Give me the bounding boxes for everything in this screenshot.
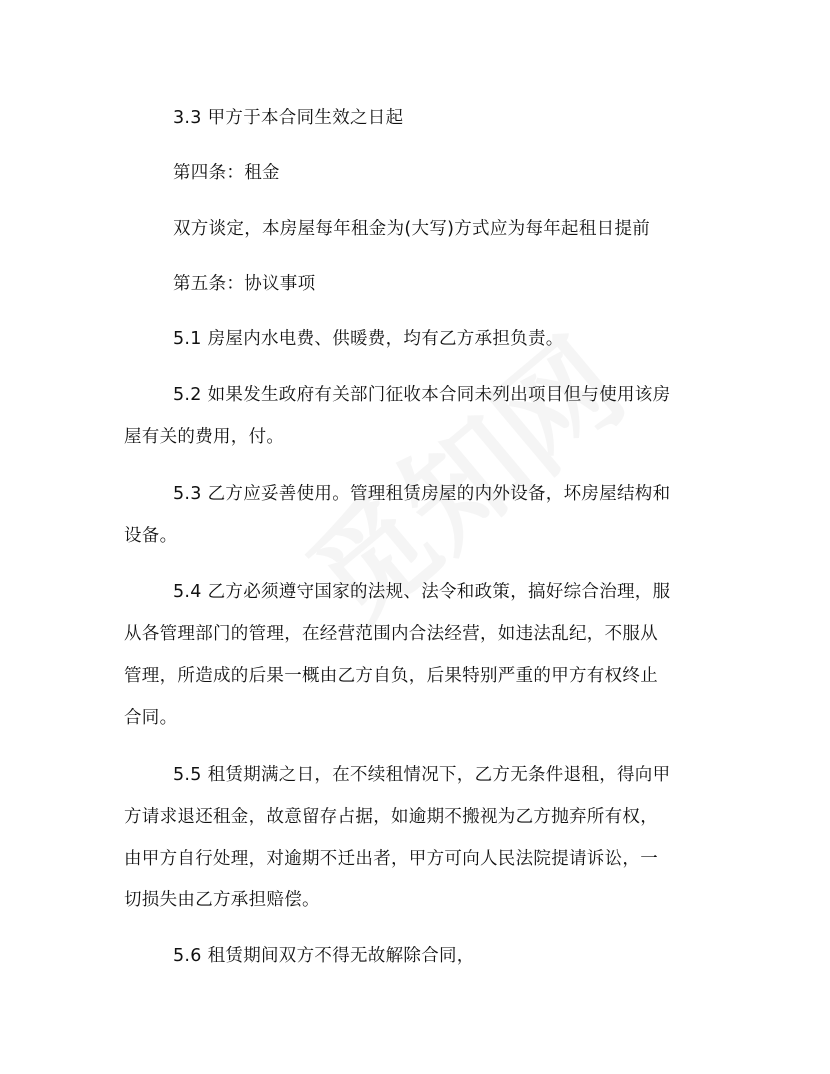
clause-5-6: 5.6 租赁期间双方不得无故解除合同，	[173, 946, 475, 966]
clause-5-2-line-1: 5.2 如果发生政府有关部门征收本合同未列出项目但与使用该房	[173, 385, 671, 405]
clause-5-5-line-2: 方请求退还租金，故意留存占据，如逾期不搬视为乙方抛弃所有权，	[124, 807, 658, 827]
clause-5-5-line-4: 切损失由乙方承担赔偿。	[124, 890, 320, 910]
clause-5-1: 5.1 房屋内水电费、供暖费，均有乙方承担负责。	[173, 329, 564, 349]
rent-paragraph: 双方谈定，本房屋每年租金为(大写)方式应为每年起租日提前	[173, 219, 651, 239]
clause-5-3-line-1: 5.3 乙方应妥善使用。管理租赁房屋的内外设备，坏房屋结构和	[173, 484, 671, 504]
clause-5-4-line-1: 5.4 乙方必须遵守国家的法规、法令和政策，搞好综合治理，服	[173, 582, 671, 602]
clause-5-4-line-4: 合同。	[124, 708, 178, 728]
clause-5-3-line-2: 设备。	[124, 526, 178, 546]
clause-5-2-line-2: 屋有关的费用，付。	[124, 427, 285, 447]
clause-5-4-line-2: 从各管理部门的管理，在经营范围内合法经营，如违法乱纪，不服从	[124, 624, 658, 644]
clause-5-4-line-3: 管理，所造成的后果一概由乙方自负，后果特别严重的甲方有权终止	[124, 666, 658, 686]
article-4-heading: 第四条：租金	[173, 163, 280, 183]
clause-5-5-line-3: 由甲方自行处理，对逾期不迁出者，甲方可向人民法院提请诉讼，一	[124, 849, 658, 869]
clause-3-3: 3.3 甲方于本合同生效之日起	[173, 108, 404, 128]
clause-5-5-line-1: 5.5 租赁期满之日，在不续租情况下，乙方无条件退租，得向甲	[173, 765, 671, 785]
article-5-heading: 第五条：协议事项	[173, 274, 316, 294]
